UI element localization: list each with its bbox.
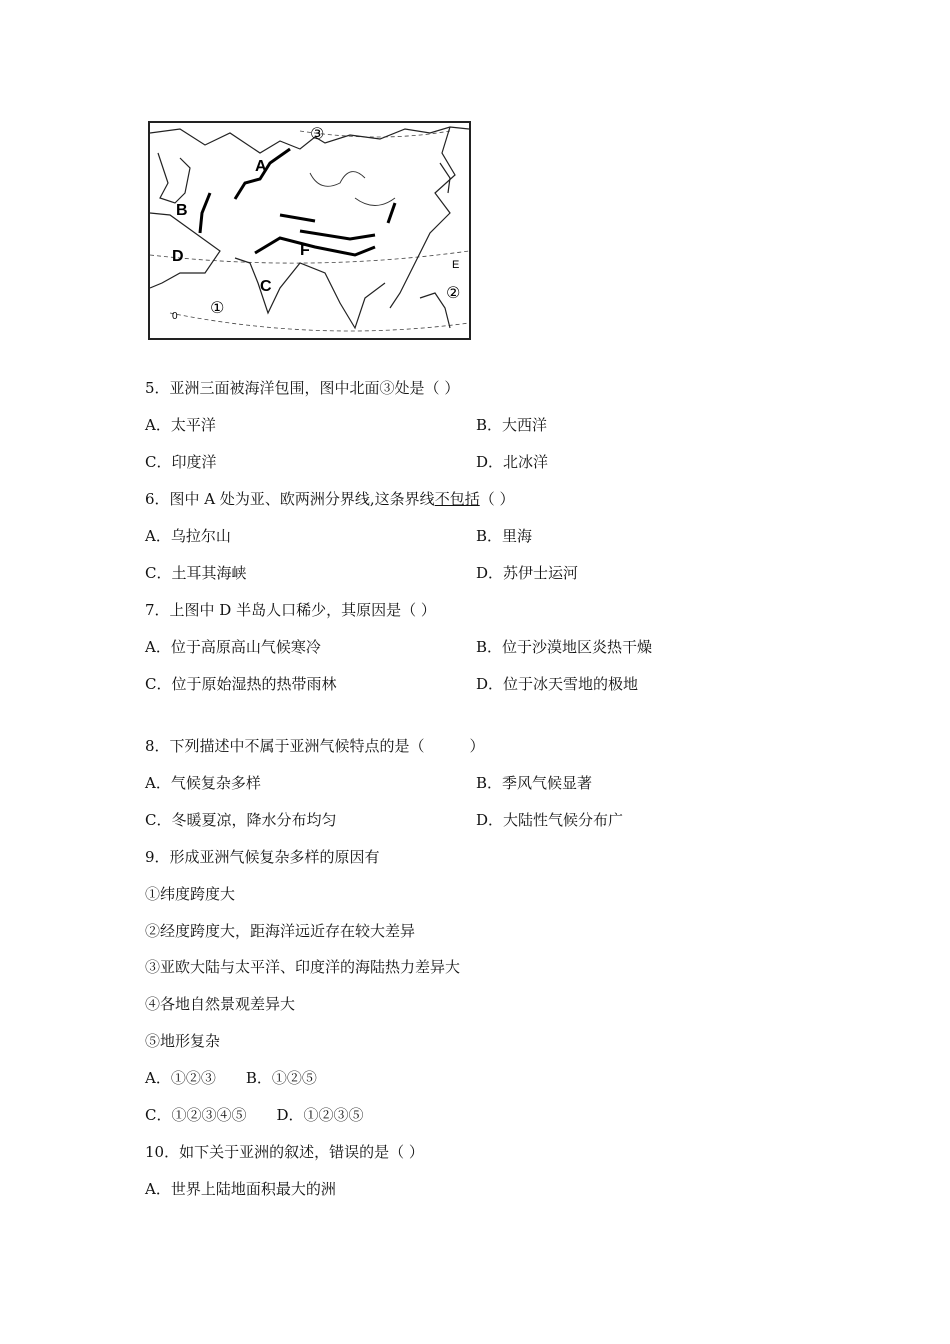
label-ocean-2: ② — [446, 283, 461, 302]
river-1 — [310, 172, 365, 187]
label-a: A — [255, 158, 267, 175]
q5-stem: 5．亚洲三面被海洋包围，图中北面③处是（ ） — [145, 379, 460, 397]
q8-stem: 8．下列描述中不属于亚洲气候特点的是（ ） — [145, 737, 485, 755]
q7-option-a: A．位于高原高山气候寒冷 — [145, 638, 321, 656]
label-b: B — [176, 202, 188, 219]
west-coastline — [158, 153, 190, 203]
label-c: C — [260, 278, 272, 295]
q6-option-d: D．苏伊士运河 — [476, 564, 579, 582]
q6-option-b: B．里海 — [476, 527, 533, 545]
q10-option-a: A．世界上陆地面积最大的洲 — [145, 1180, 336, 1198]
label-f: F — [300, 242, 310, 259]
q6-stem — [145, 489, 514, 509]
q9-item-2: ②经度跨度大，距海洋远近存在较大差异 — [145, 922, 416, 940]
q5-option-c: C．印度洋 — [145, 453, 217, 471]
q9-item-1: ①纬度跨度大 — [145, 885, 236, 903]
q10-stem: 10．如下关于亚洲的叙述，错误的是（ ） — [145, 1143, 424, 1161]
boundary-b — [200, 193, 210, 233]
q6-stem-pre: 6．图中 A 处为亚、欧两洲分界线,这条界线 — [145, 490, 435, 508]
q8-option-d: D．大陆性气候分布广 — [476, 811, 624, 829]
q5-option-a: A．太平洋 — [145, 416, 216, 434]
mountain-range-3 — [388, 203, 395, 223]
q8-option-b: B．季风气候显著 — [476, 774, 593, 792]
mountain-range-1 — [280, 215, 315, 221]
q6-stem-underline: 不包括 — [434, 490, 480, 508]
q9-item-4: ④各地自然景观差异大 — [145, 995, 296, 1013]
q7-stem: 7．上图中 D 半岛人口稀少，其原因是（ ） — [145, 601, 436, 619]
q5-option-d: D．北冰洋 — [476, 453, 549, 471]
q6-option-c: C．土耳其海峡 — [145, 564, 247, 582]
asia-map-svg — [150, 123, 469, 338]
label-e: E — [452, 259, 460, 271]
arabia-coastline — [150, 213, 220, 288]
japan-islands — [440, 163, 450, 193]
q6-option-a: A．乌拉尔山 — [145, 527, 231, 545]
label-zero: 0 — [172, 311, 178, 322]
q9-item-3: ③亚欧大陆与太平洋、印度洋的海陆热力差异大 — [145, 958, 461, 976]
asia-map-figure — [148, 121, 471, 340]
east-coastline — [390, 127, 455, 308]
label-ocean-1: ① — [210, 298, 225, 317]
q8-option-a: A．气候复杂多样 — [145, 774, 261, 792]
himalaya-range — [255, 238, 375, 255]
q9-options-ab: A．①②③ B．①②⑤ — [145, 1069, 317, 1087]
q5-option-b: B．大西洋 — [476, 416, 548, 434]
q6-stem-post: （ ） — [479, 490, 515, 508]
label-ocean-3: ③ — [310, 124, 325, 143]
q7-option-c: C．位于原始湿热的热带雨林 — [145, 675, 337, 693]
q9-stem: 9．形成亚洲气候复杂多样的原因有 — [145, 848, 380, 866]
label-d: D — [172, 248, 184, 265]
q7-option-b: B．位于沙漠地区炎热干燥 — [476, 638, 653, 656]
q7-option-d: D．位于冰天雪地的极地 — [476, 675, 639, 693]
q9-item-5: ⑤地形复杂 — [145, 1032, 221, 1050]
river-2 — [355, 198, 395, 206]
south-coastline — [235, 258, 385, 328]
q8-option-c: C．冬暖夏凉，降水分布均匀 — [145, 811, 337, 829]
mountain-range-2 — [300, 231, 375, 239]
q9-options-cd: C．①②③④⑤ D．①②③⑤ — [145, 1106, 364, 1124]
